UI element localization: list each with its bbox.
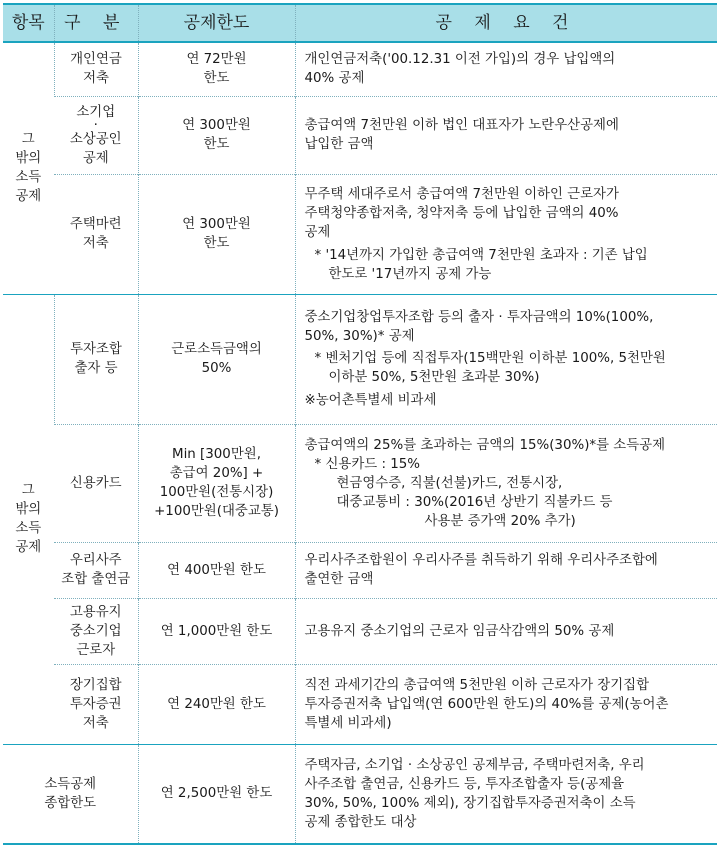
category-cell: 그 밖의 소득 공제 bbox=[3, 42, 54, 294]
division-cell: 우리사주 조합 출연금 bbox=[54, 542, 138, 598]
requirement-cell: 직전 과세기간의 총급여액 5천만원 이하 근로자가 장기집합 투자증권저축 납입액(연 600만원 한도)의 40%를 공제(농어촌 특별세 비과세) bbox=[295, 664, 717, 744]
table-row bbox=[3, 664, 717, 744]
division-cell: 고용유지 중소기업 근로자 bbox=[54, 598, 138, 664]
table-row bbox=[3, 96, 717, 174]
division-cell: 주택마련 저축 bbox=[54, 174, 138, 294]
division-cell: 소기업 · 소상공인 공제 bbox=[54, 96, 138, 174]
requirement-cell: 무주택 세대주로서 총급여액 7천만원 이하인 근로자가 주택청약종합저축, 청약저축 등에 납입한 금액의 40% 공제 * '14년까지 가입한 총급여액 7천만원 초과자 : 기존 납입 한도로 '17년까지 공제 가능 bbox=[295, 174, 717, 294]
total-name-cell: 소득공제 종합한도 bbox=[3, 744, 138, 844]
total-limit-cell: 연 2,500만원 한도 bbox=[138, 744, 295, 844]
deduction-table bbox=[3, 3, 717, 845]
header-row bbox=[3, 4, 717, 42]
limit-cell: 연 300만원 한도 bbox=[138, 174, 295, 294]
division-cell: 신용카드 bbox=[54, 424, 138, 542]
limit-cell: 근로소득금액의 50% bbox=[138, 294, 295, 424]
limit-cell: 연 240만원 한도 bbox=[138, 664, 295, 744]
header-requirements: 공 제 요 건 bbox=[295, 4, 717, 42]
limit-cell: 연 300만원 한도 bbox=[138, 96, 295, 174]
limit-cell: 연 1,000만원 한도 bbox=[138, 598, 295, 664]
header-division: 구 분 bbox=[54, 4, 138, 42]
requirement-cell: 총급여액 7천만원 이하 법인 대표자가 노란우산공제에 납입한 금액 bbox=[295, 96, 717, 174]
table-row bbox=[3, 598, 717, 664]
tax-note: ※농어촌특별세 비과세 bbox=[304, 393, 437, 408]
division-cell: 개인연금 저축 bbox=[54, 42, 138, 96]
requirement-cell: 중소기업창업투자조합 등의 출자 · 투자금액의 10%(100%, 50%, 30%)* 공제 * 벤처기업 등에 직접투자(15백만원 이하분 100%, 5천만원 이하분 50%, 5천만원 초과분 30%) ※농어촌특별세 비과세 bbox=[295, 294, 717, 424]
footnote: * 벤처기업 등에 직접투자(15백만원 이하분 100%, 5천만원 이하분 50%, 5천만원 초과분 30%) bbox=[314, 351, 666, 385]
table-row bbox=[3, 42, 717, 96]
requirement-cell: 총급여액의 25%를 초과하는 금액의 15%(30%)*를 소득공제 * 신용카드 : 15% 현금영수증, 직불(선불)카드, 전통시장, 대중교통비 : 30%(2016년 상반기 직불카드 등 사용분 증가액 20% 추가) bbox=[295, 424, 717, 542]
requirement-cell: 개인연금저축('00.12.31 이전 가입)의 경우 납입액의 40% 공제 bbox=[295, 42, 717, 96]
category-cell: 그 밖의 소득 공제 bbox=[3, 294, 54, 744]
division-cell: 투자조합 출자 등 bbox=[54, 294, 138, 424]
limit-cell: 연 400만원 한도 bbox=[138, 542, 295, 598]
total-row bbox=[3, 744, 717, 844]
requirement-cell: 우리사주조합원이 우리사주를 취득하기 위해 우리사주조합에 출연한 금액 bbox=[295, 542, 717, 598]
limit-cell: Min [300만원, 총급여 20%] + 100만원(전통시장) +100만원(대중교통) bbox=[138, 424, 295, 542]
table-row bbox=[3, 174, 717, 294]
header-limit: 공제한도 bbox=[138, 4, 295, 42]
table-row bbox=[3, 424, 717, 542]
total-requirement-cell: 주택자금, 소기업 · 소상공인 공제부금, 주택마련저축, 우리 사주조합 출연금, 신용카드 등, 투자조합출자 등(공제율 30%, 50%, 100% 제외), 장기집합투자증권저축이 소득 공제 종합한도 대상 bbox=[295, 744, 717, 844]
limit-cell: 연 72만원 한도 bbox=[138, 42, 295, 96]
footnote: * '14년까지 가입한 총급여액 7천만원 초과자 : 기존 납입 한도로 '17년까지 공제 가능 bbox=[314, 247, 648, 282]
table-row bbox=[3, 542, 717, 598]
footnote: * 신용카드 : 15% 현금영수증, 직불(선불)카드, 전통시장, 대중교통비 : 30%(2016년 상반기 직불카드 등 사용분 증가액 20% 추가) bbox=[314, 456, 613, 529]
table-row bbox=[3, 294, 717, 424]
division-cell: 장기집합 투자증권 저축 bbox=[54, 664, 138, 744]
requirement-cell: 고용유지 중소기업의 근로자 임금삭감액의 50% 공제 bbox=[295, 598, 717, 664]
header-category: 항목 bbox=[3, 4, 54, 42]
